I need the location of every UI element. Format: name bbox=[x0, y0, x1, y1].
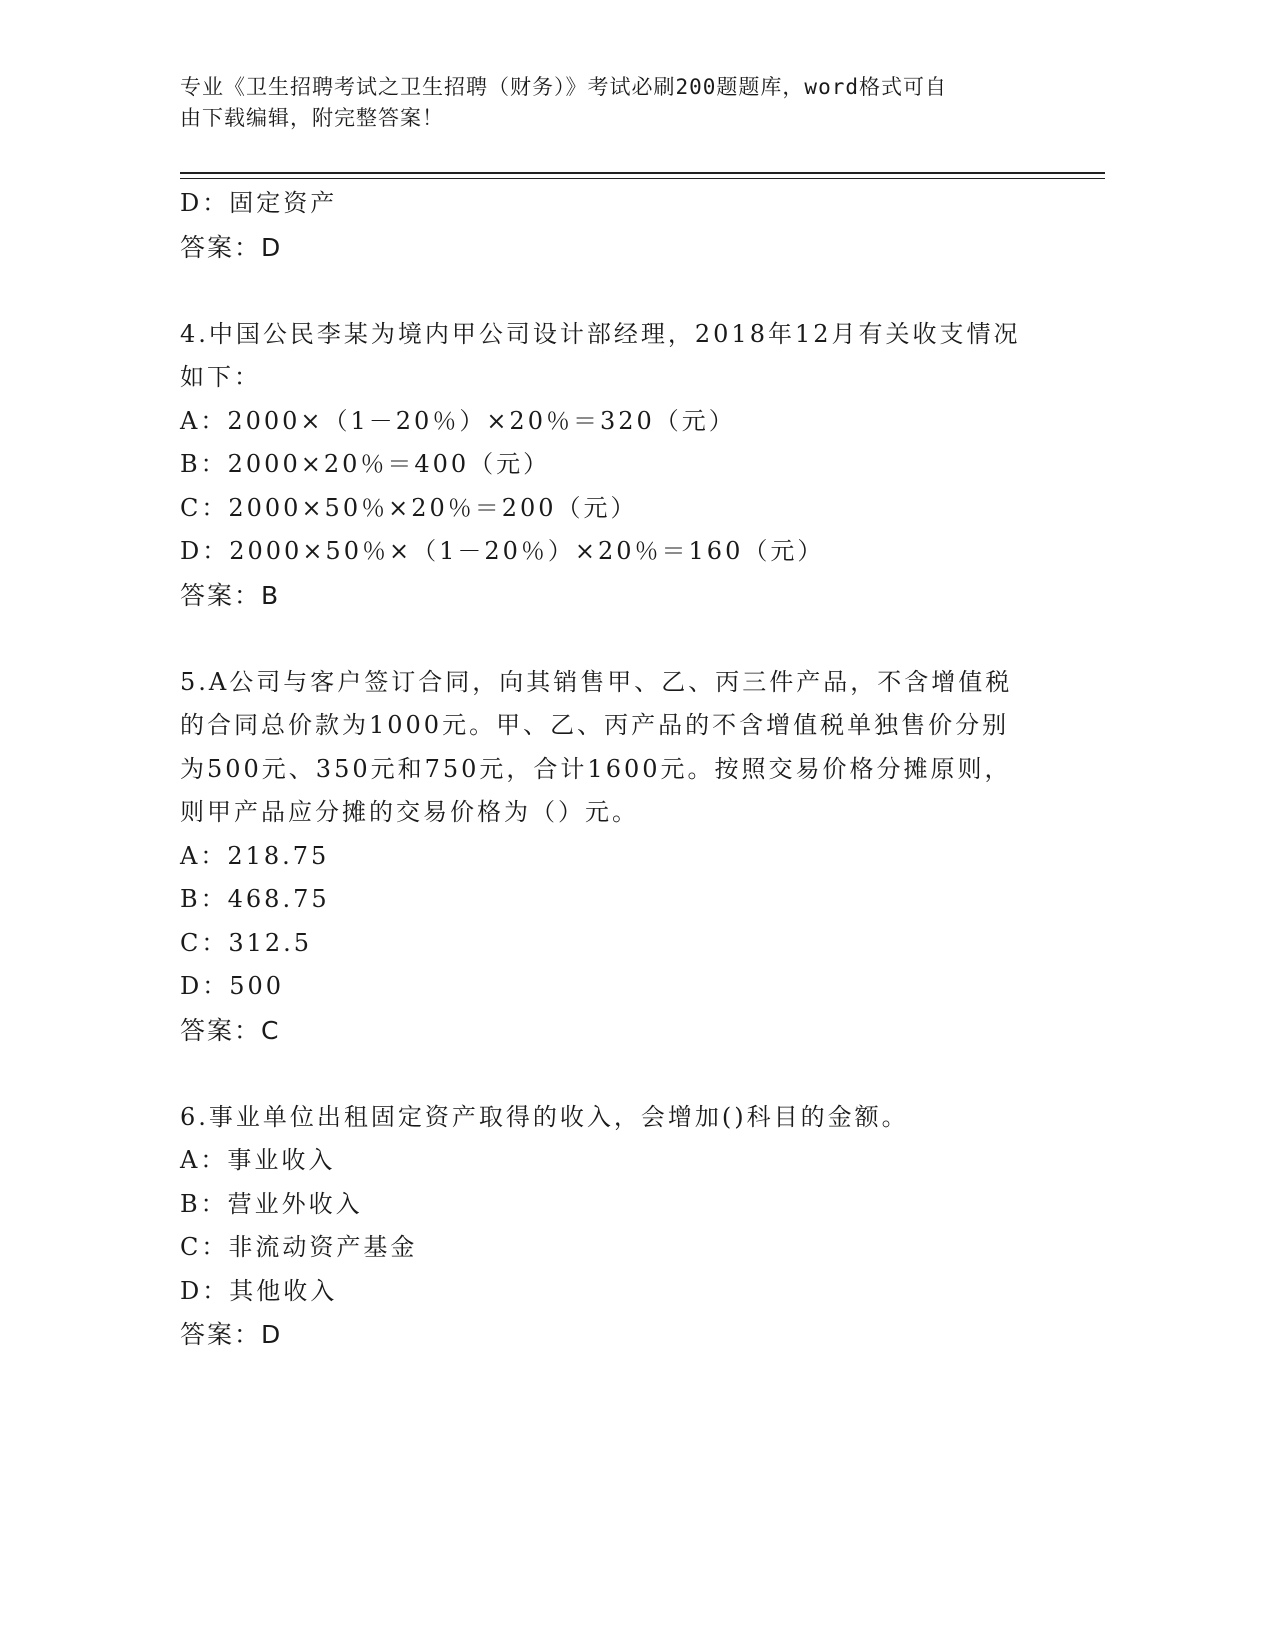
option-d: D：其他收入 bbox=[180, 1276, 338, 1305]
header-line-1: 专业《卫生招聘考试之卫生招聘（财务）》考试必刷200题题库，word格式可自 bbox=[180, 75, 947, 99]
question-5 bbox=[180, 661, 1105, 1053]
option-a: A：事业收入 bbox=[180, 1146, 336, 1174]
header-rule-thin bbox=[180, 178, 1105, 179]
spacer bbox=[180, 617, 1105, 661]
option-c: C：312.5 bbox=[180, 928, 313, 957]
option-a: A：218.75 bbox=[180, 841, 330, 870]
header-rule-thick bbox=[180, 172, 1105, 174]
option-a: A：2000×（1－20％）×20％＝320（元） bbox=[180, 406, 736, 435]
question-stem-line: 5.A公司与客户签订合同，向其销售甲、乙、丙三件产品，不含增值税 bbox=[180, 667, 1013, 696]
question-list bbox=[180, 182, 1105, 1357]
option-c: C：非流动资产基金 bbox=[180, 1233, 418, 1261]
question-stem-line: 则甲产品应分摊的交易价格为（）元。 bbox=[180, 798, 639, 826]
question-stem-line: 4.中国公民李某为境内甲公司设计部经理，2018年12月有关收支情况 bbox=[180, 319, 1021, 348]
option-b: B：2000×20％＝400（元） bbox=[180, 450, 551, 478]
option-c: C：2000×50％×20％＝200（元） bbox=[180, 493, 638, 522]
question-4 bbox=[180, 313, 1105, 618]
option-d: D：500 bbox=[180, 972, 285, 1000]
answer: 答案：C bbox=[180, 1015, 281, 1045]
answer: 答案：B bbox=[180, 580, 281, 610]
header-line-2: 由下载编辑，附完整答案！ bbox=[180, 106, 444, 130]
answer: 答案：D bbox=[180, 1320, 283, 1349]
option-d: D：2000×50％×（1－20％）×20％＝160（元） bbox=[180, 537, 825, 565]
question-stem-line: 为500元、350元和750元，合计1600元。按照交易价格分摊原则， bbox=[180, 754, 1012, 783]
spacer bbox=[180, 1052, 1105, 1096]
question-stem-line: 6.事业单位出租固定资产取得的收入，会增加()科目的金额。 bbox=[180, 1102, 909, 1131]
question-stem-line: 如下： bbox=[180, 363, 261, 391]
prev-answer: 答案：D bbox=[180, 232, 283, 262]
prev-option-d: D：固定资产 bbox=[180, 189, 338, 217]
option-b: B：468.75 bbox=[180, 885, 330, 913]
question-6 bbox=[180, 1096, 1105, 1357]
spacer bbox=[180, 269, 1105, 313]
option-b: B：营业外收入 bbox=[180, 1189, 363, 1218]
question-stem-line: 的合同总价款为1000元。甲、乙、丙产品的不含增值税单独售价分别 bbox=[180, 711, 1010, 739]
document-header bbox=[180, 72, 1040, 134]
